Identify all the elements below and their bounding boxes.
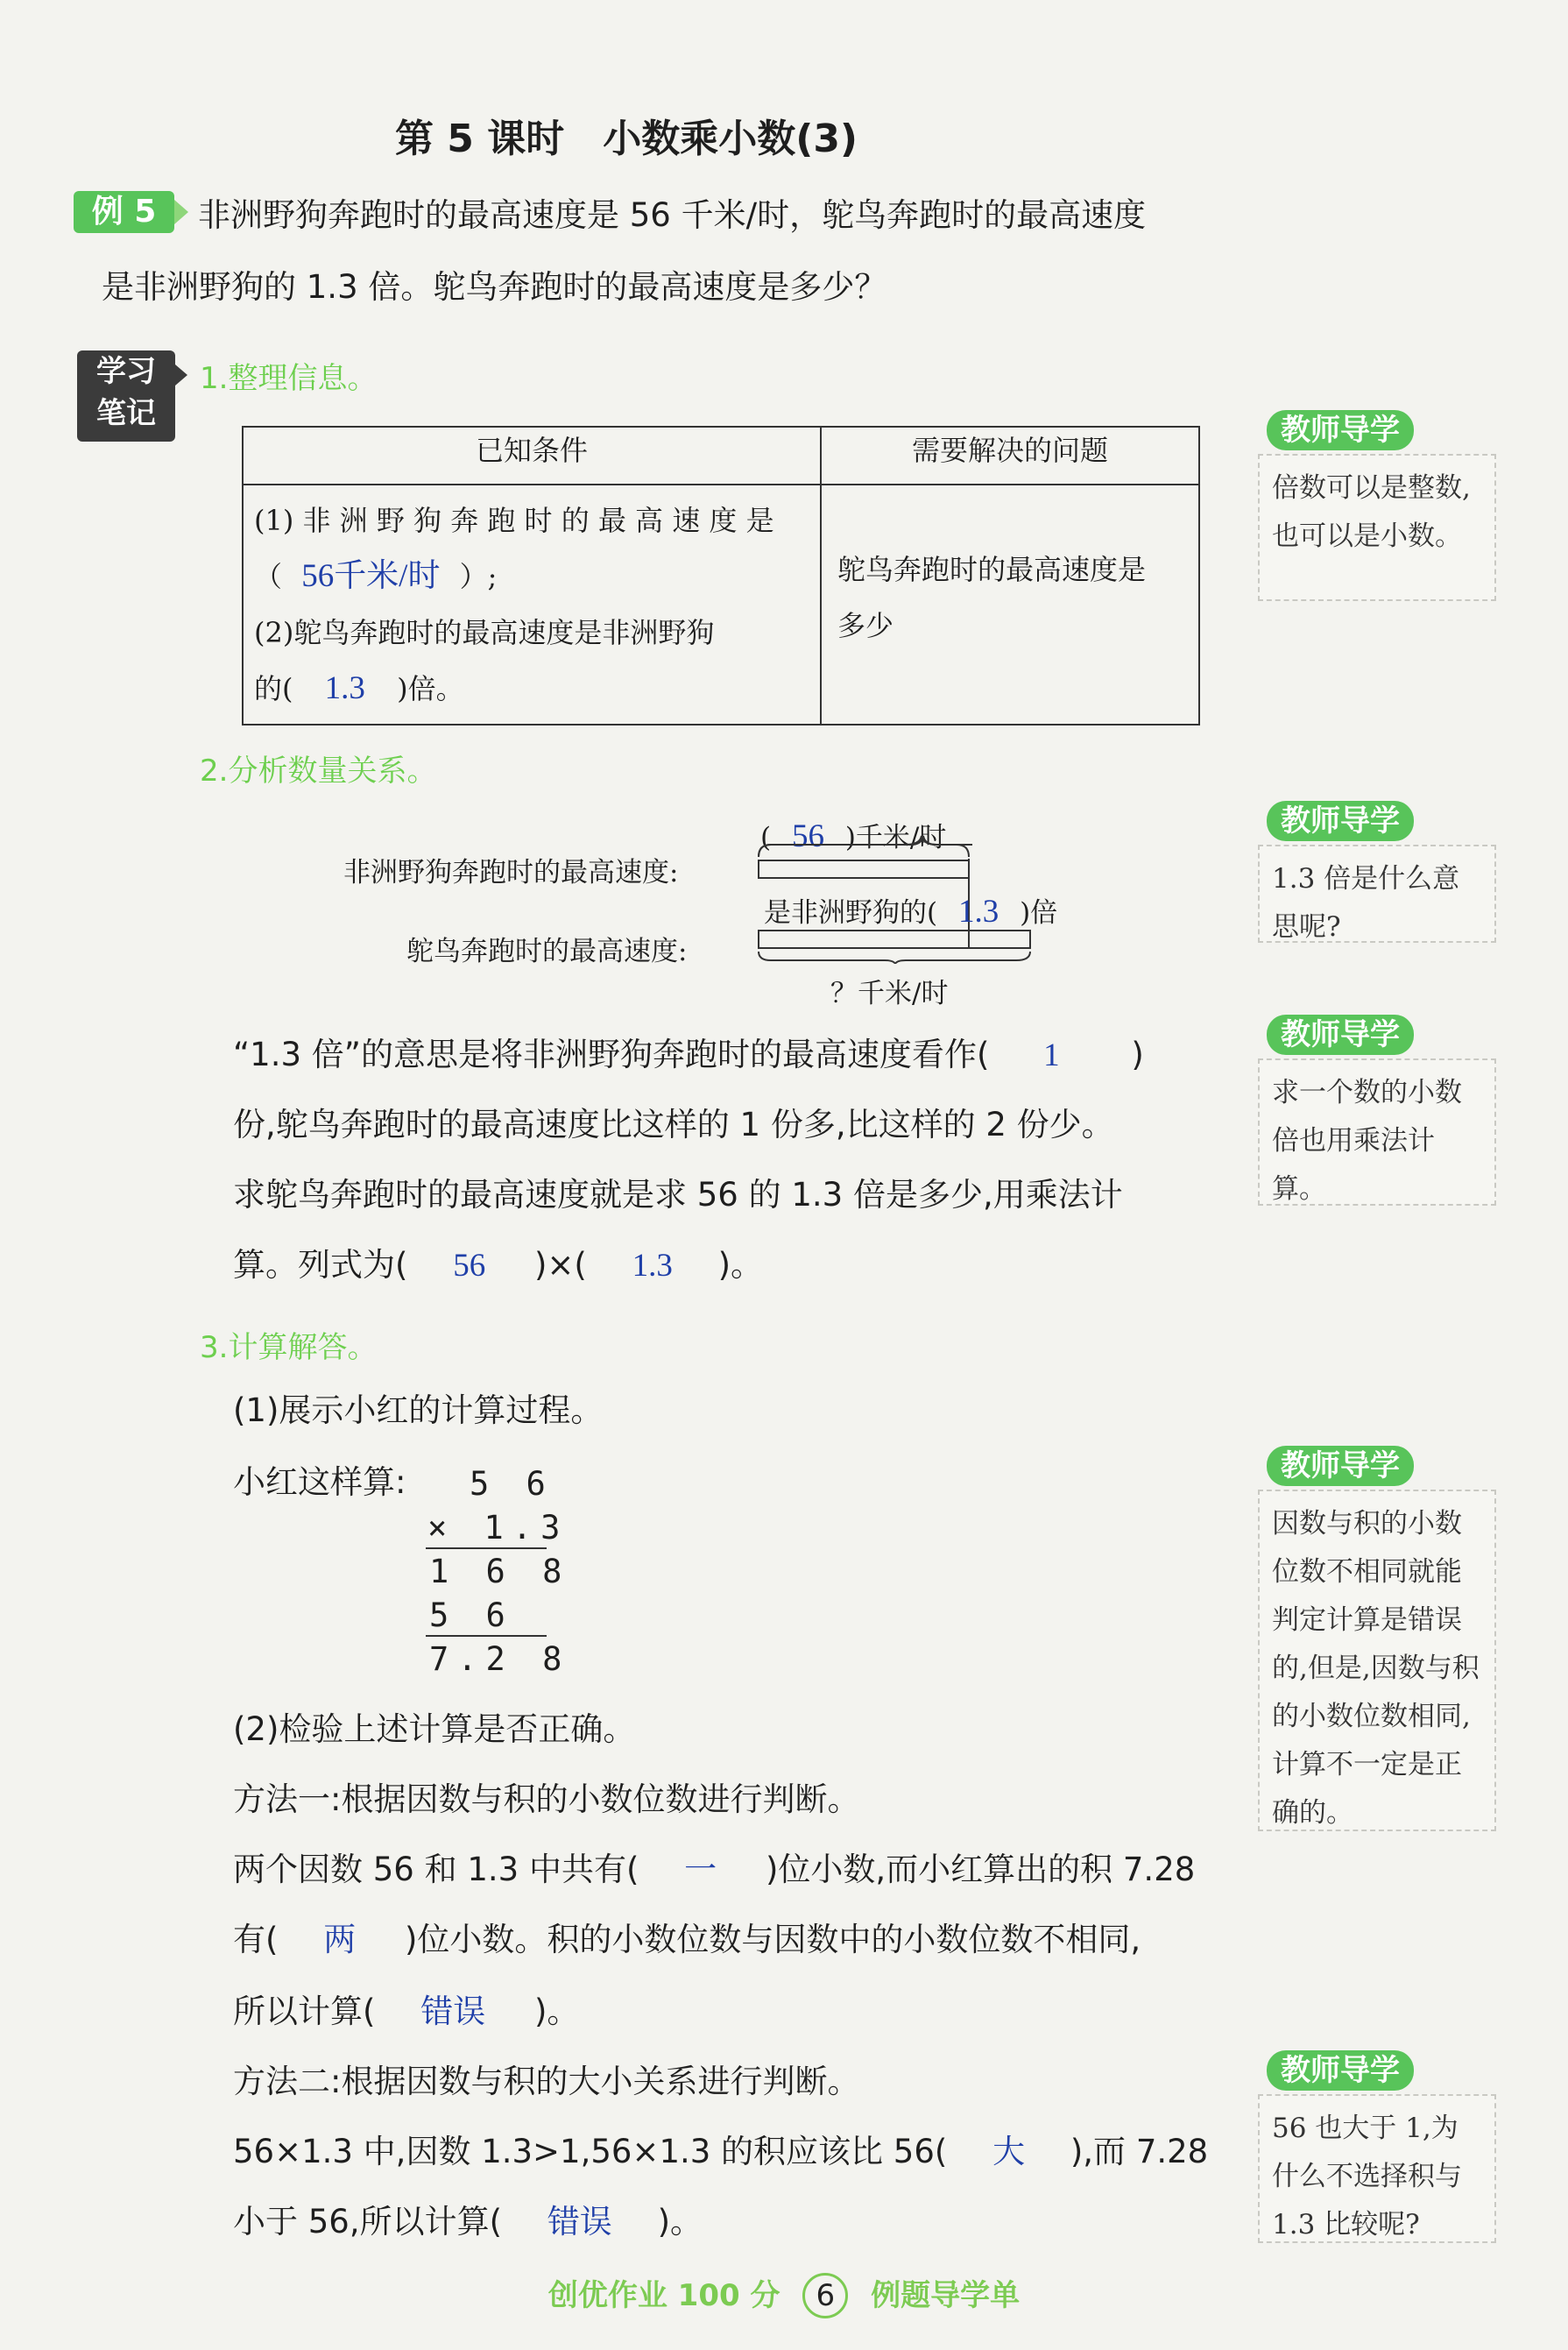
- teacher-tip-4: 因数与积的小数位数不相同就能判定计算是错误的,但是,因数与积的小数位数相同,计算不一定是正确的。: [1258, 1490, 1496, 1831]
- method1-answer1: 一: [684, 1852, 717, 1888]
- method1-line1-post: )位小数,而小红算出的积 7.28: [765, 1851, 1196, 1888]
- known-conditions-header: 已知条件: [243, 427, 821, 485]
- teacher-guide-label: 教师导学: [1267, 801, 1414, 841]
- page-title: 第 5 课时 小数乘小数(3): [394, 117, 858, 161]
- known-conditions-cell: [243, 485, 821, 725]
- example-badge: 例 5: [74, 191, 174, 233]
- teacher-tip-3: 求一个数的小数倍也用乘法计算。: [1258, 1058, 1496, 1206]
- example-text-line1: 非洲野狗奔跑时的最高速度是 56 千米/时，鸵鸟奔跑时的最高速度: [198, 196, 1147, 234]
- study-notes-line2: 笔记: [96, 396, 156, 431]
- step3-heading: 3.计算解答。: [200, 1330, 378, 1365]
- method2-answer1: 大: [992, 2134, 1026, 2170]
- method2-answer2: 错误: [547, 2205, 612, 2240]
- calc-row-5: 7.2 8: [429, 1640, 571, 1678]
- method2-line2-post: )。: [657, 2203, 703, 2240]
- footer-left: 创优作业 100 分: [547, 2278, 780, 2313]
- method1-line2-post: )位小数。积的小数位数与因数中的小数位数不相同,: [404, 1921, 1141, 1958]
- method1-line2: [233, 1922, 1141, 1958]
- method2-line1: [233, 2134, 1208, 2170]
- formula-line: [233, 1248, 763, 1284]
- problem-cell: [821, 485, 1199, 725]
- top-unit: )千米/时: [844, 822, 947, 853]
- teacher-guide-label: 教师导学: [1267, 1015, 1414, 1055]
- ostrich-segment: [759, 931, 1030, 948]
- question-line-b: 多少: [837, 609, 894, 642]
- question-line-a: 鸵鸟奔跑时的最高速度是: [837, 553, 1147, 586]
- method1-line2-pre: 有(: [233, 1921, 279, 1958]
- study-notes-arrow-icon: [175, 365, 187, 386]
- calc-row-4: 5 6: [429, 1596, 514, 1634]
- method1-line3-pre: 所以计算(: [233, 1993, 376, 2030]
- condition2-line-b: [254, 661, 809, 717]
- calc-row-2: × 1.3: [427, 1509, 569, 1547]
- method2-line1-pre: 56×1.3 中,因数 1.3>1,56×1.3 的积应该比 56(: [233, 2133, 948, 2170]
- condition2-answer: 1.3: [324, 670, 365, 706]
- top-paren-open: (: [760, 822, 772, 853]
- paren-open: （: [254, 560, 283, 593]
- formula-post: )。: [717, 1246, 764, 1284]
- meaning-answer: 1: [1043, 1037, 1060, 1073]
- formula-times: )×(: [533, 1246, 587, 1284]
- teacher-guide-label: 教师导学: [1267, 1446, 1414, 1486]
- calc-row-1: 5 6: [470, 1465, 554, 1503]
- method2-line2-pre: 小于 56,所以计算(: [233, 2203, 503, 2240]
- method1-line1: [233, 1852, 1195, 1888]
- condition1-line-a: (1) 非 洲 野 狗 奔 跑 时 的 最 高 速 度 是: [254, 504, 774, 537]
- condition1-line-b: [254, 549, 809, 605]
- meaning-paren-close: ): [1131, 1036, 1144, 1073]
- condition1-answer: 56千米/时: [301, 558, 441, 594]
- study-notes-badge: [77, 350, 175, 442]
- dog-speed-label: 非洲野狗奔跑时的最高速度:: [343, 857, 679, 888]
- teacher-guide-label: 教师导学: [1267, 410, 1414, 450]
- method1-line3: [233, 1994, 579, 2030]
- mid-post: )倍: [1020, 897, 1058, 929]
- example-badge-arrow-icon: [174, 200, 188, 224]
- dog-brace: [759, 836, 969, 857]
- method2-line2: [233, 2205, 703, 2240]
- paren-close: ）;: [459, 560, 498, 593]
- teacher-tip-2: 1.3 倍是什么意思呢?: [1258, 845, 1496, 943]
- meaning-line2: 份,鸵鸟奔跑时的最高速度比这样的 1 份多,比这样的 2 份少。: [233, 1106, 1114, 1143]
- condition2-line-a: (2)鸵鸟奔跑时的最高速度是非洲野狗: [254, 616, 715, 649]
- diagram-mid-label: [764, 890, 1057, 931]
- info-table-row: [243, 485, 1199, 725]
- method1-answer2: 两: [323, 1922, 357, 1958]
- footer: [0, 2271, 1568, 2318]
- teacher-tip-5: 56 也大于 1,为什么不选择积与 1.3 比较呢?: [1258, 2094, 1496, 2243]
- example-text-line2: 是非洲野狗的 1.3 倍。鸵鸟奔跑时的最高速度是多少？: [102, 268, 887, 306]
- formula-pre: 算。列式为(: [233, 1246, 408, 1284]
- info-table-header: [243, 427, 1199, 485]
- formula-answer1: 56: [453, 1248, 486, 1284]
- dog-top-brace: [759, 836, 972, 857]
- info-table: [242, 426, 1200, 726]
- method1-line3-post: )。: [533, 1993, 580, 2030]
- calc-label: 小红这样算:: [233, 1463, 406, 1501]
- top-answer: 56: [791, 818, 824, 854]
- condition2-post: )倍。: [397, 672, 464, 705]
- step2-heading: 2.分析数量关系。: [200, 754, 437, 789]
- teacher-tip-1: 倍数可以是整数,也可以是小数。: [1258, 454, 1496, 601]
- study-notes-line1: 学习: [96, 354, 156, 389]
- calc-rule-2: [426, 1635, 547, 1637]
- calc-row-3: 1 6 8: [429, 1553, 571, 1590]
- dog-segment: [759, 860, 969, 878]
- method2-title: 方法二:根据因数与积的大小关系进行判断。: [233, 2063, 860, 2100]
- calc-rule-1: [426, 1547, 547, 1549]
- teacher-guide-label: 教师导学: [1267, 2050, 1414, 2091]
- ostrich-brace: [759, 952, 1030, 964]
- sub2: (2)检验上述计算是否正确。: [233, 1710, 636, 1748]
- meaning-line1: [233, 1037, 1144, 1073]
- problem-header: 需要解决的问题: [821, 427, 1199, 485]
- step1-heading: 1.整理信息。: [200, 361, 378, 396]
- method1-title: 方法一:根据因数与积的小数位数进行判断。: [233, 1780, 860, 1818]
- method1-line1-pre: 两个因数 56 和 1.3 中共有(: [233, 1851, 639, 1888]
- meaning-line1-text: “1.3 倍”的意思是将非洲野狗奔跑时的最高速度看作(: [233, 1036, 990, 1073]
- page-number: 6: [802, 2273, 848, 2318]
- meaning-line3: 求鸵鸟奔跑时的最高速度就是求 56 的 1.3 倍是多少,用乘法计: [233, 1176, 1123, 1214]
- method1-answer3: 错误: [420, 1994, 486, 2030]
- mid-answer: 1.3: [957, 894, 999, 930]
- sub1: (1)展示小红的计算过程。: [233, 1391, 604, 1429]
- mid-pre: 是非洲野狗的(: [764, 897, 938, 929]
- diagram-bottom-label: ？千米/时: [830, 978, 949, 1009]
- method2-line1-post: ),而 7.28: [1070, 2133, 1209, 2170]
- formula-answer2: 1.3: [632, 1248, 673, 1284]
- condition2-pre: 的(: [254, 672, 293, 705]
- footer-right: 例题导学单: [871, 2278, 1021, 2313]
- ostrich-speed-label: 鸵鸟奔跑时的最高速度:: [406, 936, 688, 967]
